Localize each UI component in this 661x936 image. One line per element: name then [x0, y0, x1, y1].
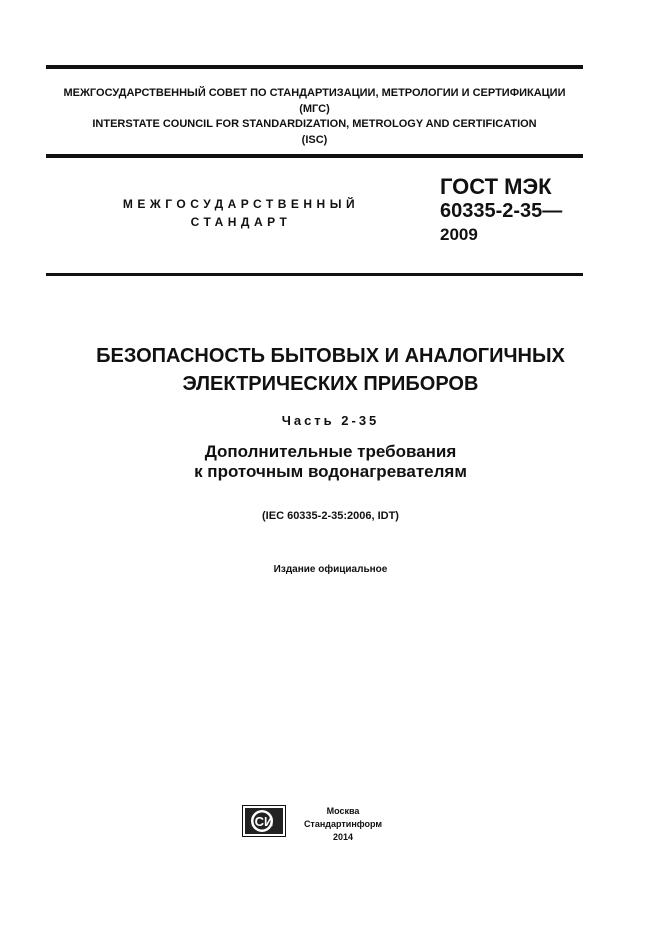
- document-subtitle: [30, 442, 631, 482]
- middle-rule: [46, 154, 583, 158]
- publisher-name: Стандартинформ: [303, 819, 383, 829]
- subtitle-line1: Дополнительные требования: [204, 442, 457, 461]
- logo-text: СИ: [254, 814, 274, 829]
- standard-type: [96, 195, 386, 231]
- iec-reference: (IEC 60335-2-35:2006, IDT): [262, 510, 399, 522]
- edition-note: Издание официальное: [273, 564, 388, 575]
- publisher-info: [293, 805, 393, 844]
- council-header: [46, 86, 583, 148]
- publisher-city: Москва: [326, 806, 360, 816]
- council-name-en: INTERSTATE COUNCIL FOR STANDARDIZATION, METROLOGY AND CERTIFICATION: [92, 118, 537, 130]
- standard-type-line1: МЕЖГОСУДАРСТВЕННЫЙ: [122, 197, 360, 211]
- designation-year: 2009: [440, 225, 478, 244]
- bottom-rule: [46, 273, 583, 276]
- council-name-ru: МЕЖГОСУДАРСТВЕННЫЙ СОВЕТ ПО СТАНДАРТИЗАЦИИ, МЕТРОЛОГИИ И СЕРТИФИКАЦИИ: [63, 87, 566, 99]
- publication-year: 2014: [332, 832, 354, 842]
- document-title: [30, 342, 631, 398]
- council-abbr-en: (ISC): [301, 133, 328, 146]
- standard-type-line2: СТАНДАРТ: [190, 215, 292, 229]
- council-abbr-ru: (МГС): [299, 102, 330, 115]
- standard-designation: [440, 175, 562, 247]
- title-line1: БЕЗОПАСНОСТЬ БЫТОВЫХ И АНАЛОГИЧНЫХ: [96, 345, 565, 367]
- top-rule: [46, 65, 583, 69]
- title-line2: ЭЛЕКТРИЧЕСКИХ ПРИБОРОВ: [182, 373, 479, 395]
- standartinform-logo-icon: [242, 805, 286, 837]
- designation-prefix: ГОСТ МЭК: [440, 174, 552, 199]
- subtitle-line2: к проточным водонагревателям: [194, 462, 467, 481]
- part-number: Часть 2-35: [281, 413, 380, 428]
- designation-number: 60335-2-35—: [440, 200, 563, 222]
